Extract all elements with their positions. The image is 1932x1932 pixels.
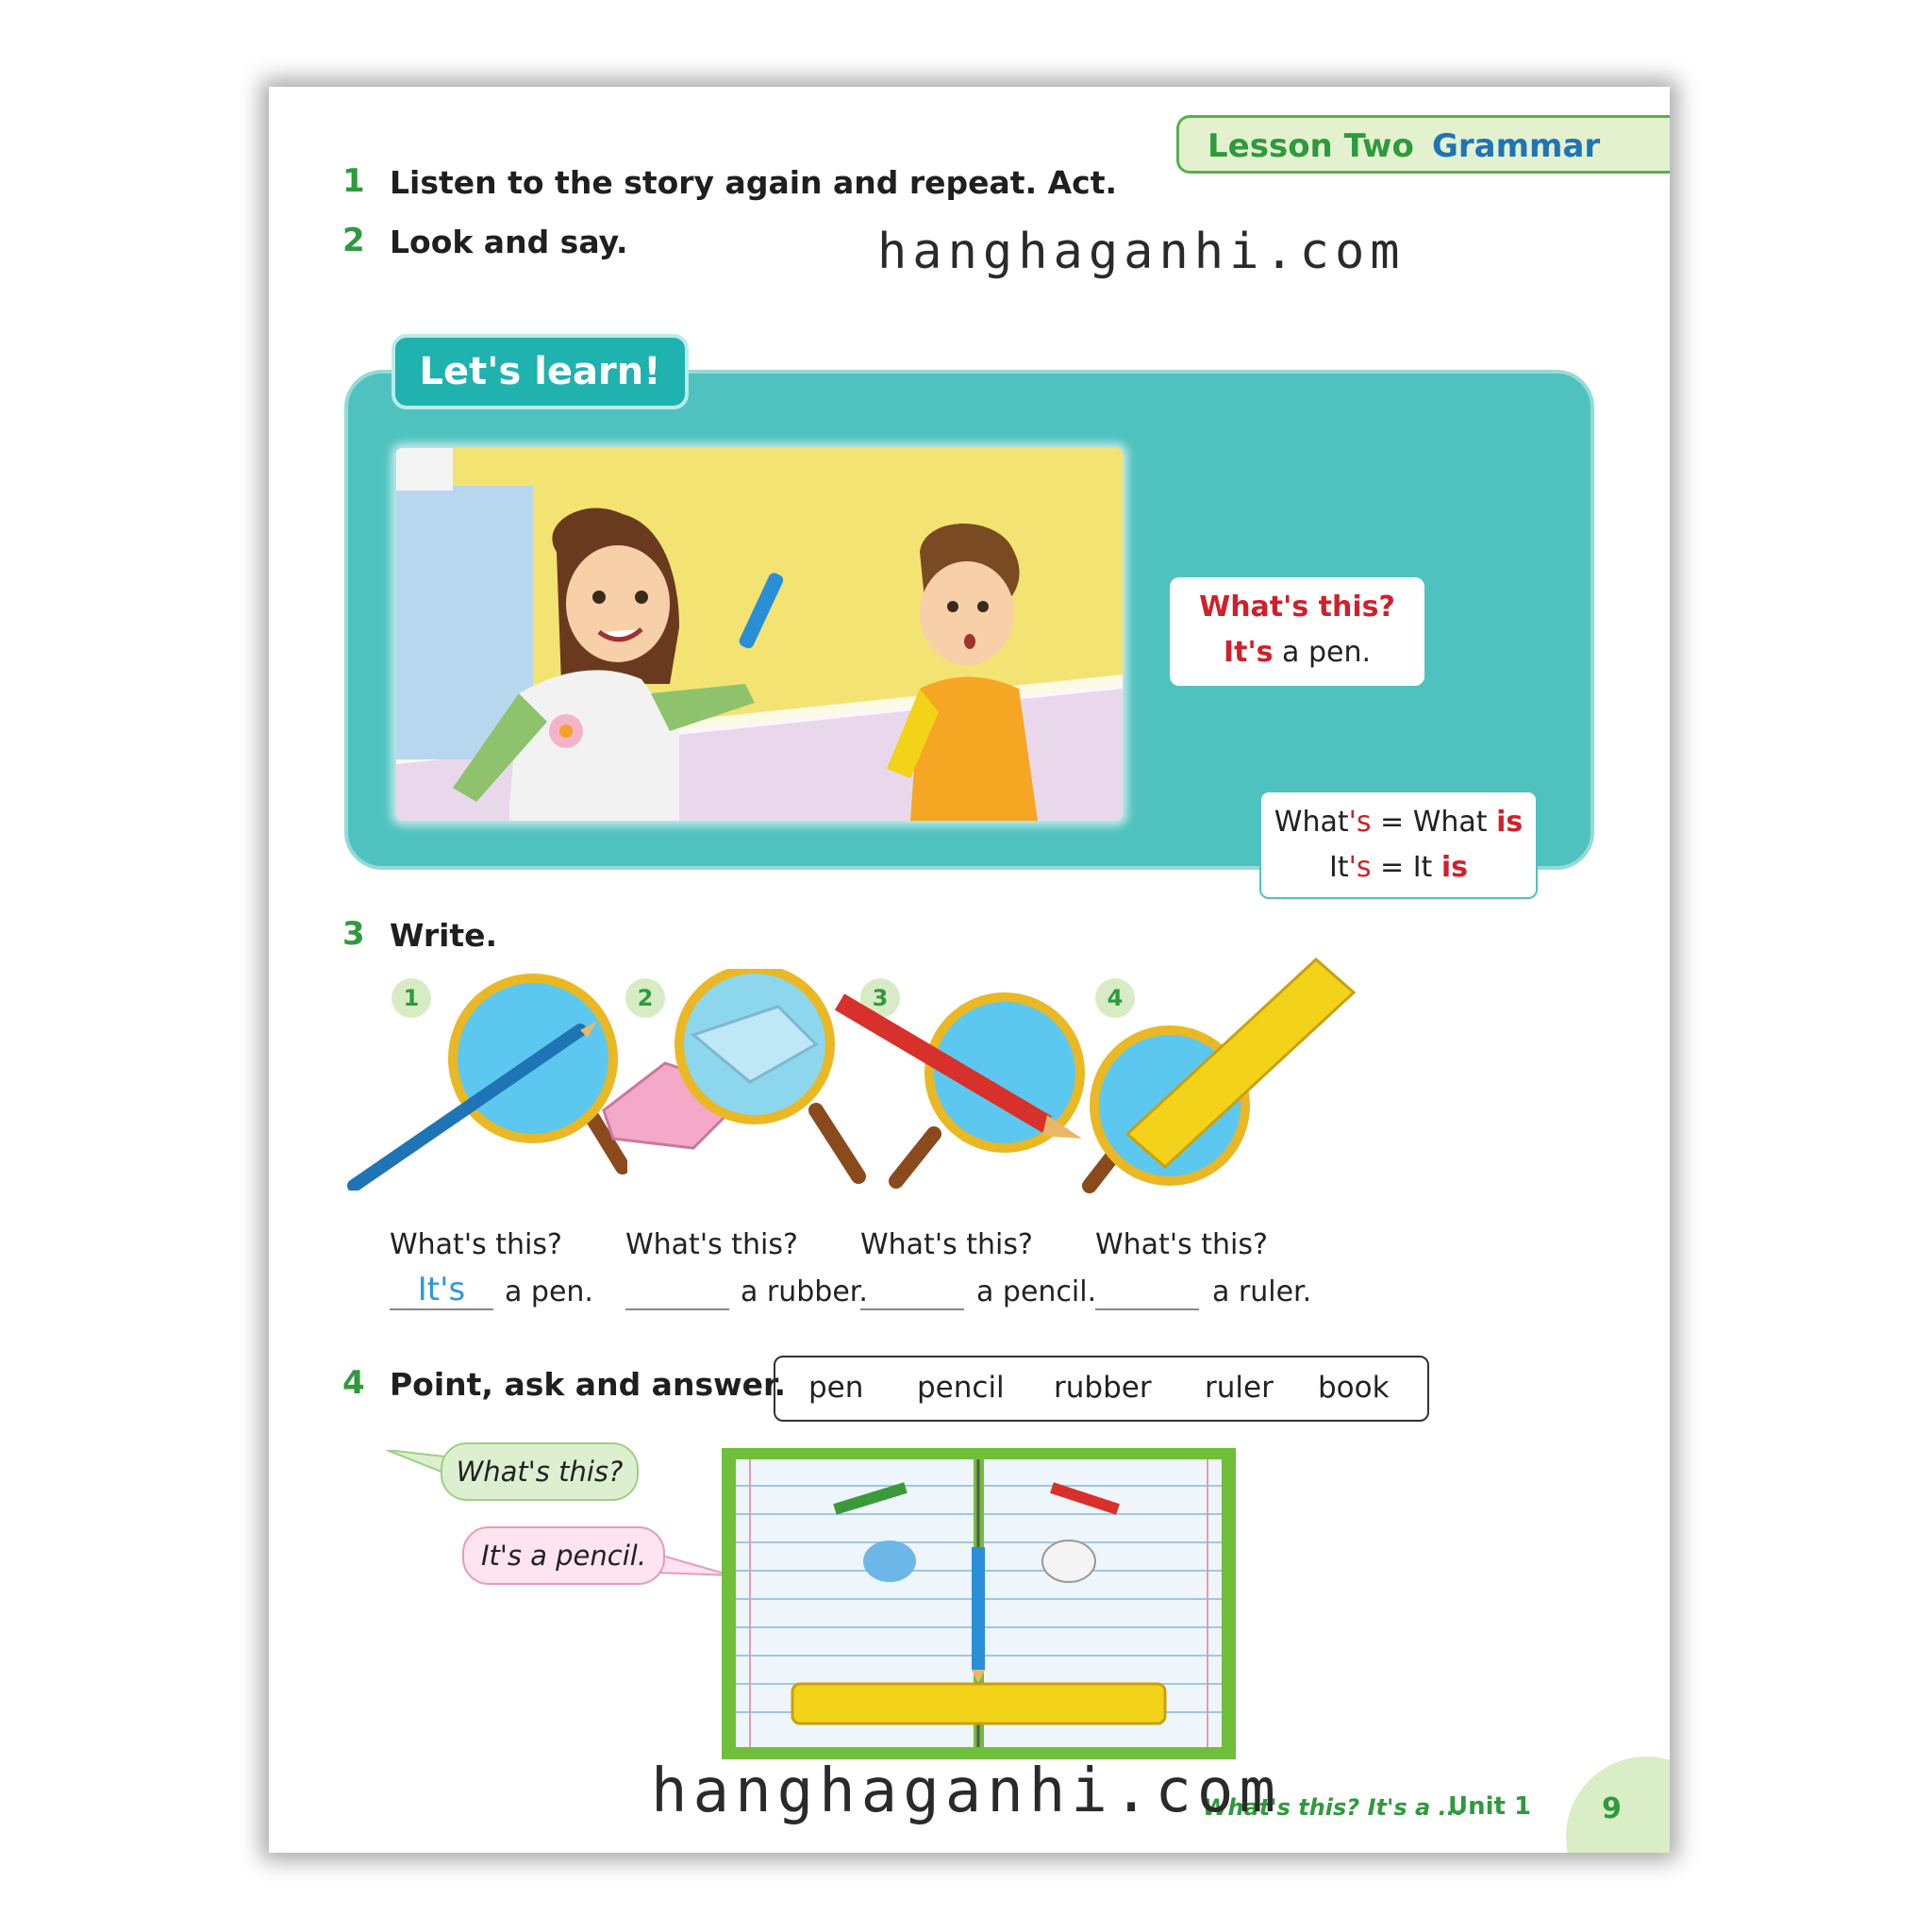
textbook-page: [269, 87, 1670, 1853]
item-4-badge: 4: [1095, 978, 1135, 1018]
word-box: [774, 1356, 1429, 1422]
section-label: Grammar: [1432, 127, 1601, 165]
item-2-badge: 2: [625, 978, 665, 1018]
word-book: book: [1318, 1371, 1390, 1405]
watermark-top: hanghaganhi.com: [877, 224, 1406, 280]
book-face-illustration: [722, 1448, 1236, 1759]
lets-learn-title: Let's learn!: [391, 334, 689, 409]
item-2-answer-blank[interactable]: [625, 1271, 729, 1310]
lesson-header-tab: [1176, 115, 1670, 174]
bubble-2-tail: [656, 1549, 731, 1577]
item-4-answer-blank[interactable]: [1095, 1271, 1199, 1310]
rubber-magnifier-image: [590, 969, 873, 1186]
item-1-answer-blank[interactable]: It's: [390, 1271, 493, 1310]
item-4-answer-rest: a ruler.: [1212, 1275, 1312, 1308]
contraction-is-1: is: [1496, 806, 1524, 839]
pen-magnifier-image: [344, 974, 627, 1191]
footer-unit: Unit 1: [1448, 1792, 1532, 1821]
speech-bubble-question: What's this?: [441, 1442, 639, 1501]
word-rubber: rubber: [1054, 1371, 1152, 1405]
exercise-3-number: 3: [342, 915, 365, 953]
item-1-answer-rest: a pen.: [505, 1275, 593, 1308]
exercise-4-instruction: Point, ask and answer.: [390, 1366, 787, 1403]
contraction-eq-1: = What: [1371, 806, 1497, 839]
contraction-box: [1259, 791, 1538, 899]
word-pencil: pencil: [917, 1371, 1005, 1405]
lesson-label: Lesson Two: [1208, 127, 1414, 165]
exercise-3-instruction: Write.: [390, 917, 498, 954]
item-3-question: What's this?: [860, 1228, 1033, 1261]
contraction-s-1: 's: [1348, 806, 1372, 839]
exercise-2-number: 2: [342, 222, 365, 259]
exercise-1-number: 1: [342, 162, 365, 200]
contraction-it: It: [1328, 851, 1349, 884]
item-3-answer-rest: a pencil.: [976, 1275, 1097, 1308]
page-number: 9: [1602, 1792, 1622, 1825]
footer-title: What's this? It's a ...: [1203, 1794, 1464, 1821]
ruler-magnifier-image: [1071, 945, 1363, 1195]
watermark-bottom: hanghaganhi.com: [651, 1757, 1281, 1826]
contraction-eq-2: = It: [1371, 851, 1441, 884]
model-answer-its: It's: [1223, 636, 1274, 669]
item-2-answer-rest: a rubber.: [741, 1275, 868, 1308]
model-question: What's this?: [1199, 591, 1395, 624]
item-1-question: What's this?: [390, 1228, 562, 1261]
contraction-is-2: is: [1441, 851, 1468, 884]
speech-bubble-answer: It's a pencil.: [462, 1526, 665, 1585]
word-ruler: ruler: [1205, 1371, 1274, 1405]
exercise-2-instruction: Look and say.: [390, 224, 628, 260]
model-answer-rest: a pen.: [1273, 636, 1372, 669]
story-illustration: [396, 448, 1123, 821]
contraction-what: What: [1274, 806, 1349, 839]
item-3-answer-blank[interactable]: [860, 1271, 964, 1310]
exercise-1-instruction: Listen to the story again and repeat. Act.: [390, 164, 1118, 201]
contraction-s-2: 's: [1348, 851, 1372, 884]
exercise-4-number: 4: [342, 1364, 365, 1402]
item-3-badge: 3: [860, 978, 900, 1018]
item-2-question: What's this?: [625, 1228, 798, 1261]
item-1-badge: 1: [391, 978, 431, 1018]
word-pen: pen: [808, 1371, 864, 1405]
question-answer-box: [1170, 577, 1424, 686]
item-4-question: What's this?: [1095, 1228, 1268, 1261]
